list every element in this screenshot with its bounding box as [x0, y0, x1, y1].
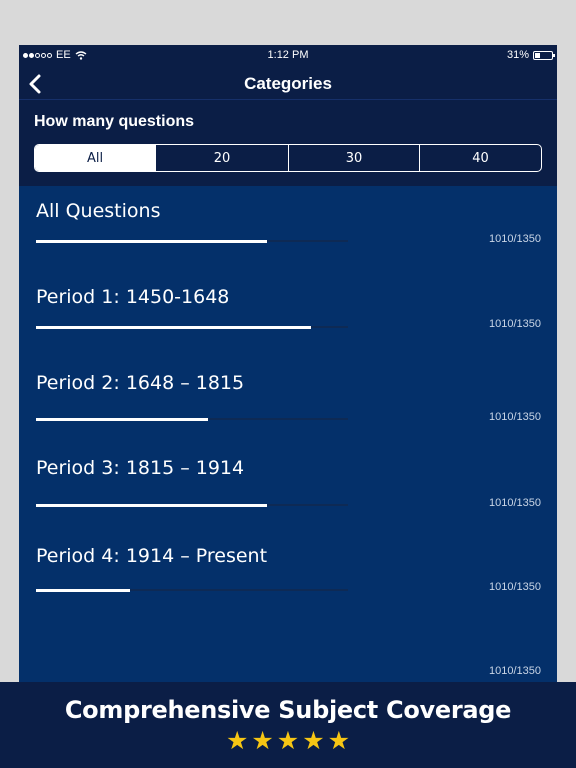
- battery-icon: [533, 51, 553, 60]
- star-icon: ★: [225, 726, 249, 755]
- progress-bar: [36, 589, 348, 591]
- progress-fill: [36, 240, 267, 243]
- battery-fill: [535, 53, 540, 58]
- star-icon: ★: [327, 726, 351, 755]
- star-rating: [0, 728, 576, 753]
- category-title: Period 2: 1648 – 1815: [36, 372, 245, 394]
- filter-label: How many questions: [34, 113, 195, 130]
- category-title: All Questions: [36, 200, 161, 222]
- progress-fill: [36, 418, 208, 421]
- question-count-filter: [19, 100, 557, 186]
- progress-count: 1010/1350: [489, 497, 541, 509]
- progress-fill: [36, 504, 267, 507]
- segment-all[interactable]: All: [35, 145, 155, 171]
- progress-bar: [36, 504, 348, 506]
- status-bar: [19, 45, 557, 67]
- segment-40[interactable]: 40: [419, 145, 541, 171]
- category-title: Period 3: 1815 – 1914: [36, 457, 245, 479]
- category-all-questions[interactable]: [19, 186, 557, 266]
- category-period-1[interactable]: [19, 272, 557, 352]
- category-title: Period 4: 1914 – Present: [36, 545, 268, 567]
- page-title: Categories: [244, 74, 332, 93]
- star-icon: ★: [276, 726, 300, 755]
- banner-title: Comprehensive Subject Coverage: [64, 696, 512, 724]
- progress-bar: [36, 240, 348, 242]
- progress-bar: [36, 418, 348, 420]
- progress-count: 1010/1350: [489, 233, 541, 245]
- status-time: 1:12 PM: [267, 49, 309, 61]
- star-icon: ★: [251, 726, 274, 755]
- progress-fill: [36, 326, 311, 329]
- category-period-2[interactable]: [19, 358, 557, 438]
- progress-fill: [36, 589, 130, 592]
- progress-bar: [36, 326, 348, 328]
- star-icon: ★: [302, 726, 325, 755]
- category-period-3[interactable]: [19, 443, 557, 523]
- status-right: [507, 49, 553, 61]
- carrier-label: EE: [56, 49, 71, 61]
- progress-count: 1010/1350: [489, 665, 541, 677]
- progress-count: 1010/1350: [489, 581, 541, 593]
- segment-20[interactable]: 20: [155, 145, 288, 171]
- app-screen: [19, 45, 557, 685]
- segment-30[interactable]: 30: [288, 145, 419, 171]
- category-title: Period 1: 1450-1648: [36, 286, 230, 308]
- promo-banner: [0, 682, 576, 768]
- question-count-segmented-control: [34, 144, 542, 172]
- progress-count: 1010/1350: [489, 411, 541, 423]
- category-period-4[interactable]: [19, 531, 557, 611]
- category-item-partial[interactable]: [19, 614, 557, 685]
- battery-percent: 31%: [506, 49, 529, 61]
- navigation-bar: [19, 67, 557, 100]
- progress-count: 1010/1350: [489, 318, 541, 330]
